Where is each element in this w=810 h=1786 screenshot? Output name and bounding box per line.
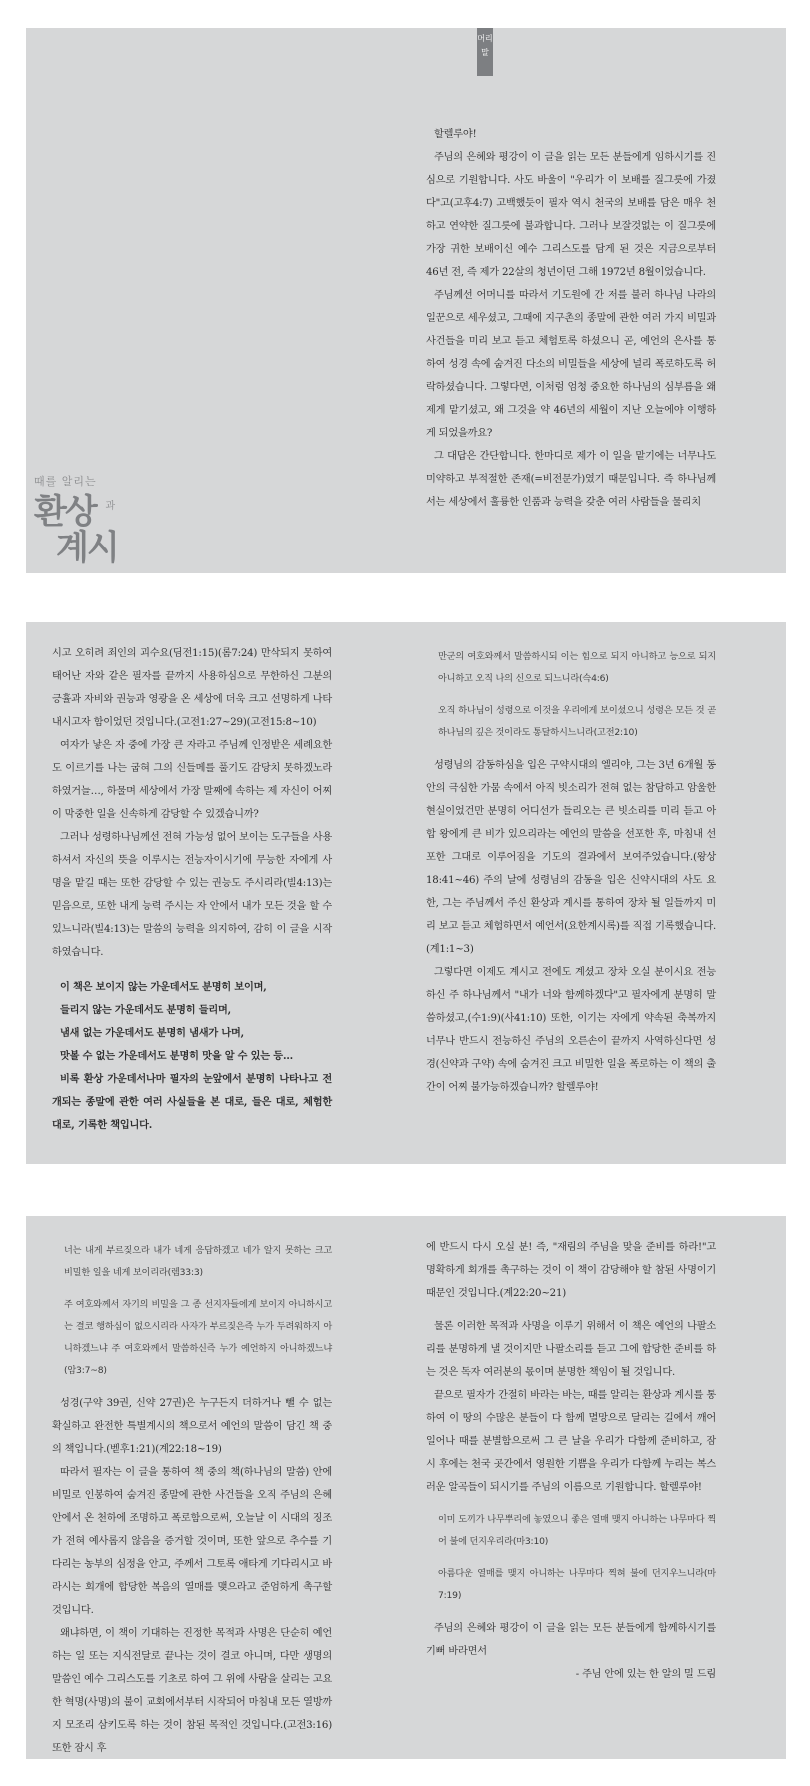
right-column [426, 1236, 716, 1686]
logo-word-2: 계시 [56, 528, 118, 568]
paragraph: 그렇다면 이제도 계시고 전에도 계셨고 장차 오실 분이시요 전능하신 주 하나님께서 "내가 너와 함께하겠다"고 필자에게 분명히 말씀하셨고,(수1:9)(사41:10) 또한, 이기는 자에게 약속된 축복까지 너무나 반드시 전능하신 주님의 오른손이 끝까지 사역하신다면 성경(신약과 구약) 속에 숨겨진 크고 비밀한 일을 폭로하는 이 책의 출간이 어찌 불가능하겠습니까? 할렐루야! [426, 967, 716, 1093]
author-signature: - 주님 안에 있는 한 알의 밀 드림 [575, 1669, 716, 1680]
scripture-quote: 오직 하나님이 성령으로 이것을 우리에게 보이셨으니 성령은 모든 것 곧 하나님의 깊은 것이라도 통달하시느니라(고전2:10) [438, 705, 716, 738]
logo-conjunction: 과 [105, 501, 116, 512]
bold-passage [52, 976, 332, 1137]
logo-word-1: 환상 [34, 492, 96, 532]
paragraph: 그러나 성령하나님께선 전혀 가능성 없어 보이는 도구들을 사용하셔서 자신의 뜻을 이루시는 전능자이시기에 무능한 자에게 사명을 맡길 때는 또한 감당할 수 있는 권능도 주시리라(빌4:13)는 믿음으로, 또한 내게 능력 주시는 자 안에서 내가 모든 것을 할 수 있느니라(빌4:13)는 말씀의 능력을 의지하여, 감히 이 글을 시작하였습니다. [52, 832, 332, 958]
bold-line: 들리지 않는 가운데서도 분명히 들리며, [60, 1004, 231, 1016]
paragraph: 시고 오히려 죄인의 괴수요(딤전1:15)(롬7:24) 만삭되지 못하여 태어난 자와 같은 필자를 끝까지 사용하심으로 무한하신 그분의 긍휼과 자비와 권능과 영광을 온 세상에 더욱 크고 선명하게 나타내시고자 함이었던 것입니다.(고전1:27~29)(고전15:8~10) [52, 648, 332, 728]
bold-line: 비록 환상 가운데서나마 필자의 눈앞에서 분명히 나타나고 전개되는 종말에 관한 여러 사실들을 본 대로, 들은 대로, 체험한 대로, 기록한 책입니다. [52, 1073, 332, 1131]
paragraph: 끝으로 필자가 간절히 바라는 바는, 때를 알리는 환상과 계시를 통하여 이 땅의 수많은 분들이 다 함께 멸망으로 달리는 길에서 깨어 일어나 때를 분별함으로써 그 큰 날을 우리가 다함께 준비하고, 잠시 후에는 천국 곳간에서 영원한 기쁨을 우리가 다함께 누리는 복스러운 알곡들이 되시기를 주님의 이름으로 기원합니다. 할렐루야! [426, 1390, 716, 1493]
scripture-quote: 주 여호와께서 자기의 비밀을 그 종 선지자들에게 보이지 아니하시고는 결코 행하심이 없으시리라 사자가 부르짖은즉 누가 두려워하지 아니하겠느냐 주 여호와께서 말씀하신즉 누가 예언하지 아니하겠느냐(암3:7~8) [64, 1299, 332, 1376]
bold-line: 냄새 없는 가운데서도 분명히 냄새가 나며, [60, 1027, 244, 1039]
bold-line: 맛볼 수 없는 가운데서도 분명히 맛을 알 수 있는 등… [60, 1050, 293, 1062]
left-column [52, 642, 332, 1137]
page-spread-3 [26, 1216, 786, 1759]
paragraph: 그 대답은 간단합니다. 한마디로 제가 이 일을 맡기에는 너무나도 미약하고 부적절한 존재(=비전문가)였기 때문입니다. 즉 하나님께서는 세상에서 훌륭한 인품과 능력을 갖춘 여러 사람들을 물리치 [426, 451, 716, 508]
preface-tab: 머리말 [477, 28, 493, 76]
paragraph: 여자가 낳은 자 중에 가장 큰 자라고 주님께 인정받은 세례요한도 이르기를 나는 굽혀 그의 신들메를 풀기도 감당치 못하겠노라 하였거늘…, 하물며 세상에서 가장 말째에 속하는 제 자신이 어찌 이 막중한 일을 신속하게 감당할 수 있겠습니까? [52, 740, 332, 820]
paragraph: 주님의 은혜와 평강이 이 글을 읽는 모든 분들에게 임하시기를 진심으로 기원합니다. 사도 바울이 "우리가 이 보배를 질그릇에 가졌다"고(고후4:7) 고백했듯이 필자 역시 천국의 보배를 담은 매우 천하고 연약한 질그릇에 불과합니다. 그러나 보잘것없는 이 질그릇에 가장 귀한 보배이신 예수 그리스도를 담게 된 것은 지금으로부터 46년 전, 즉 제가 22살의 청년이던 그해 1972년 8월이었습니다. [426, 152, 716, 278]
paragraph: 주님께선 어머니를 따라서 기도원에 간 저를 불러 하나님 나라의 일꾼으로 세우셨고, 그때에 지구촌의 종말에 관한 여러 가지 비밀과 사건들을 미리 보고 듣고 체험토록 하셨으니 곧, 예언의 은사를 통하여 성경 속에 숨겨진 다소의 비밀들을 세상에 널리 폭로하도록 허락하셨습니다. 그렇다면, 이처럼 엄청 중요한 하나님의 심부름을 왜 제게 맡기셨고, 왜 그것을 약 46년의 세월이 지난 오늘에야 이행하게 되었을까요? [426, 290, 716, 439]
paragraph: 할렐루야! [434, 129, 477, 140]
logo-subtitle: 때를 알리는 [34, 475, 97, 488]
page-spread-2 [26, 622, 786, 1164]
paragraph: 에 반드시 다시 오실 분! 즉, "재림의 주님을 맞을 준비를 하라!"고 명확하게 회개를 촉구하는 것이 이 책이 감당해야 할 참된 사명이기 때문인 것입니다.(계22:20~21) [426, 1242, 716, 1299]
scripture-quote: 이미 도끼가 나무뿌리에 놓였으니 좋은 열매 맺지 아니하는 나무마다 찍어 불에 던지우리라(마3:10) [438, 1514, 716, 1547]
bold-line: 이 책은 보이지 않는 가운데서도 분명히 보이며, [60, 981, 267, 993]
left-column [52, 1230, 332, 1759]
scripture-quote: 너는 내게 부르짖으라 내가 네게 응답하겠고 네가 알지 못하는 크고 비밀한 일을 네게 보이리라(렘33:3) [64, 1245, 332, 1278]
page-spread-1 [26, 28, 786, 573]
scripture-quote: 만군의 여호와께서 말씀하시되 이는 힘으로 되지 아니하고 능으로 되지 아니하고 오직 나의 신으로 되느니라(슥4:6) [438, 651, 716, 684]
book-logo [34, 473, 118, 566]
closing-paragraph: 주님의 은혜와 평강이 이 글을 읽는 모든 분들에게 함께하시기를 기뻐 바라면서 [426, 1623, 716, 1657]
paragraph: 성경(구약 39권, 신약 27권)은 누구든지 더하거나 뺄 수 없는 확실하고 완전한 특별계시의 책으로서 예언의 말씀이 담긴 책 중의 책입니다.(벧후1:21)(계22:18~19) [52, 1398, 332, 1455]
paragraph: 물론 이러한 목적과 사명을 이루기 위해서 이 책은 예언의 나팔소리를 분명하게 낼 것이지만 나팔소리를 듣고 그에 합당한 준비를 하는 것은 독자 여러분의 몫이며 분명한 책임이 될 것입니다. [426, 1321, 716, 1378]
preface-column-right [426, 123, 716, 514]
scripture-quote: 아름다운 열매를 맺지 아니하는 나무마다 찍혀 불에 던지우느니라(마7:19) [438, 1568, 716, 1601]
paragraph: 왜냐하면, 이 책이 기대하는 진정한 목적과 사명은 단순히 예언하는 일 또는 지식전달로 끝나는 것이 결코 아니며, 다만 생명의 말씀인 예수 그리스도를 기초로 하여 그 위에 사람을 살리는 고요한 혁명(사명)의 불이 교회에서부터 시작되어 마침내 모든 열방까지 모조리 삼키도록 하는 것이 참된 목적인 것입니다.(고전3:16) 또한 잠시 후 [52, 1628, 332, 1754]
right-column [426, 636, 716, 1099]
paragraph: 성령님의 감동하심을 입은 구약시대의 엘리야, 그는 3년 6개월 동안의 극심한 가뭄 속에서 아직 빗소리가 전혀 없는 참담하고 암울한 현실이었건만 분명히 어디선가 들리오는 큰 빗소리를 미리 듣고 아합 왕에게 큰 비가 있으리라는 예언의 말씀을 선포한 후, 마침내 선포한 그대로 이루어짐을 기도의 결과에서 보여주었습니다.(왕상18:41~46) 주의 날에 성령님의 감동을 입은 신약시대의 사도 요한, 그는 주님께서 주신 환상과 계시를 통하여 장차 될 일들까지 미리 보고 듣고 체험하면서 예언서(요한계시록)를 직접 기록했습니다.(계1:1~3) [426, 760, 716, 955]
paragraph: 따라서 필자는 이 글을 통하여 책 중의 책(하나님의 말씀) 안에 비밀로 인봉하여 숨겨진 종말에 관한 사건들을 오직 주님의 은혜 안에서 온 천하에 조명하고 폭로함으로써, 오늘날 이 시대의 징조가 전혀 예사롭지 않음을 증거할 것이며, 또한 앞으로 추수를 기다리는 농부의 심정을 안고, 주께서 그토록 애타게 기다리시고 바라시는 회개에 합당한 복음의 열매를 맺으라고 준엄하게 촉구할 것입니다. [52, 1467, 332, 1616]
